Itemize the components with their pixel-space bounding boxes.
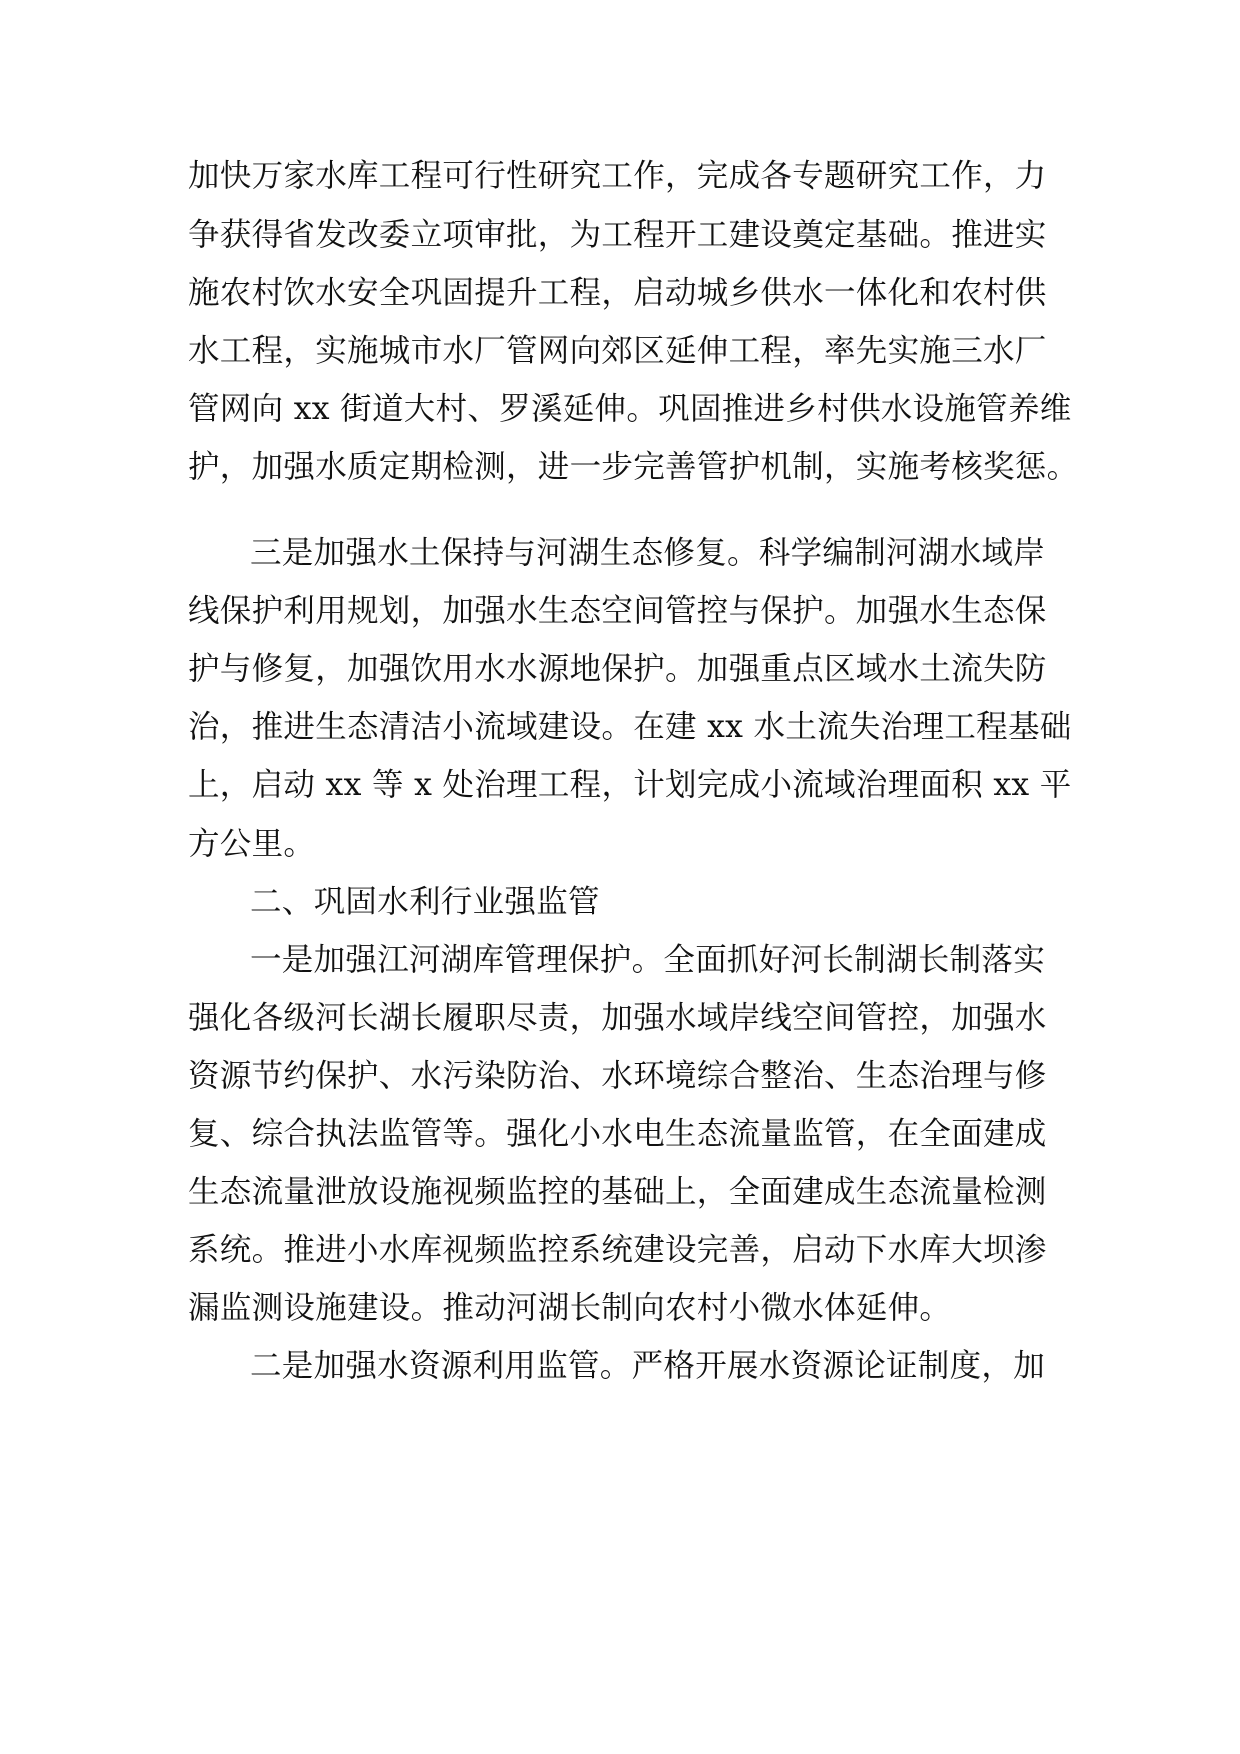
text-line: 加快万家水库工程可行性研究工作，完成各专题研究工作，力 — [188, 158, 1047, 194]
text-line: 护，加强水质定期检测，进一步完善管护机制，实施考核奖惩。 — [188, 449, 1079, 485]
text-line: 管网向 xx 街道大村、罗溪延伸。巩固推进乡村供水设施管养维 — [188, 391, 1072, 427]
text-line: 资源节约保护、水污染防治、水环境综合整治、生态治理与修 — [188, 1058, 1047, 1094]
text-line: 争获得省发改委立项审批，为工程开工建设奠定基础。推进实 — [188, 217, 1047, 253]
text-line: 系统。推进小水库视频监控系统建设完善，启动下水库大坝渗 — [188, 1232, 1047, 1268]
text-line: 线保护利用规划，加强水生态空间管控与保护。加强水生态保 — [188, 593, 1047, 629]
paragraph-first-line: 三是加强水土保持与河湖生态修复。科学编制河湖水域岸 — [250, 535, 1046, 571]
text-line: 水工程，实施城市水厂管网向郊区延伸工程，率先实施三水厂 — [188, 333, 1047, 369]
text-line: 强化各级河长湖长履职尽责，加强水域岸线空间管控，加强水 — [188, 1000, 1047, 1036]
text-line: 方公里。 — [188, 826, 316, 862]
text-line: 护与修复，加强饮用水水源地保护。加强重点区域水土流失防 — [188, 651, 1047, 687]
section-heading: 二、巩固水利行业强监管 — [250, 884, 600, 920]
paragraph-first-line: 一是加强江河湖库管理保护。全面抓好河长制湖长制落实 — [250, 942, 1046, 978]
text-line: 施农村饮水安全巩固提升工程，启动城乡供水一体化和农村供 — [188, 275, 1047, 311]
text-line: 复、综合执法监管等。强化小水电生态流量监管，在全面建成 — [188, 1116, 1047, 1152]
text-line: 漏监测设施建设。推动河湖长制向农村小微水体延伸。 — [188, 1290, 952, 1326]
paragraph-first-line: 二是加强水资源利用监管。严格开展水资源论证制度，加 — [250, 1348, 1046, 1384]
text-line: 生态流量泄放设施视频监控的基础上，全面建成生态流量检测 — [188, 1174, 1047, 1210]
text-line: 上，启动 xx 等 x 处治理工程，计划完成小流域治理面积 xx 平 — [188, 767, 1072, 803]
text-line: 治，推进生态清洁小流域建设。在建 xx 水土流失治理工程基础 — [188, 709, 1072, 745]
